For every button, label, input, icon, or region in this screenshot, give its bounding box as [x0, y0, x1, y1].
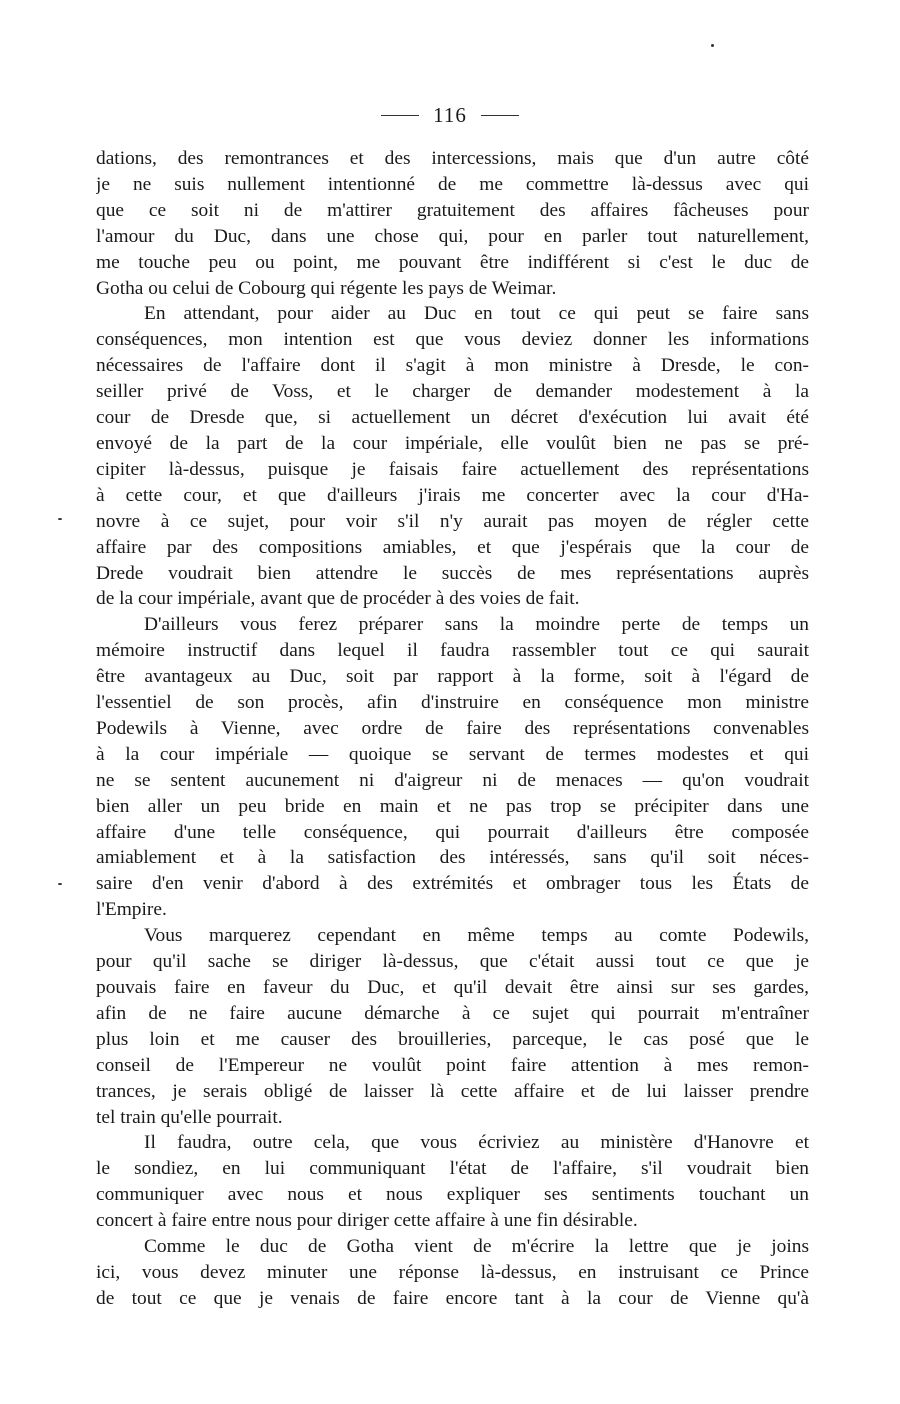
text-line: bien aller un peu bride en main et ne pas trop se précipiter dans une: [96, 795, 809, 817]
text-line: trances, je serais obligé de laisser là cette affaire et de lui laisser prendre: [96, 1080, 809, 1102]
text-line: Vous marquerez cependant en même temps au comte Podewils,: [144, 925, 809, 947]
text-line: mémoire instructif dans lequel il faudra rassembler tout ce qui saurait: [96, 640, 809, 662]
text-line: l'essentiel de son procès, afin d'instruire en conséquence mon ministre: [96, 692, 809, 714]
scan-speck: [58, 883, 62, 885]
text-line: D'ailleurs vous ferez préparer sans la moindre perte de temps un: [144, 614, 809, 636]
text-line: Gotha ou celui de Cobourg qui régente les pays de Weimar.: [96, 277, 557, 299]
text-line: l'Empire.: [96, 899, 167, 921]
text-line: novre à ce sujet, pour voir s'il n'y aurait pas moyen de régler cette: [96, 510, 809, 532]
text-line: nécessaires de l'affaire dont il s'agit à mon ministre à Dresde, le con-: [96, 355, 809, 377]
text-line: En attendant, pour aider au Duc en tout ce qui peut se faire sans: [144, 303, 809, 325]
text-line: envoyé de la part de la cour impériale, elle voulût bien ne pas se pré-: [96, 432, 809, 454]
text-line: cipiter là-dessus, puisque je faisais faire actuellement des représentations: [96, 458, 809, 480]
text-line: dations, des remontrances et des intercessions, mais que d'un autre côté: [96, 148, 809, 169]
text-line: amiablement et à la satisfaction des intéressés, sans qu'il soit néces-: [96, 847, 809, 869]
text-line: cour de Dresde que, si actuellement un décret d'exécution lui avait été: [96, 407, 809, 429]
header-dash-left: [381, 115, 419, 116]
text-line: saire d'en venir d'abord à des extrémités et ombrager tous les États de: [96, 873, 809, 895]
text-line: de tout ce que je venais de faire encore tant à la cour de Vienne qu'à: [96, 1287, 809, 1309]
scan-speck: [711, 44, 714, 47]
text-line: je ne suis nullement intentionné de me commettre là-dessus avec qui: [96, 173, 809, 195]
page-number: 116: [433, 102, 467, 127]
text-line: conséquences, mon intention est que vous deviez donner les informations: [96, 329, 809, 351]
text-line: ne se sentent aucunement ni d'aigreur ni de menaces — qu'on voudrait: [96, 769, 809, 791]
text-line: ici, vous devez minuter une réponse là-dessus, en instruisant ce Prince: [96, 1261, 809, 1283]
text-line: me touche peu ou point, me pouvant être indifférent si c'est le duc de: [96, 251, 809, 273]
text-line: Podewils à Vienne, avec ordre de faire des représentations convenables: [96, 717, 809, 739]
paragraph: [96, 146, 809, 301]
text-line: Drede voudrait bien attendre le succès de mes représentations auprès: [96, 562, 809, 584]
text-line: affaire d'une telle conséquence, qui pourrait d'ailleurs être composée: [96, 821, 809, 843]
scan-speck: [58, 518, 62, 520]
paragraph: [96, 1234, 809, 1312]
text-line: plus loin et me causer des brouilleries, parceque, le cas posé que le: [96, 1028, 809, 1050]
text-line: communiquer avec nous et nous expliquer ses sentiments touchant un: [96, 1184, 809, 1206]
paragraph: [96, 1130, 809, 1234]
text-line: Comme le duc de Gotha vient de m'écrire la lettre que je joins: [144, 1236, 809, 1258]
paragraph: [96, 612, 809, 923]
text-line: l'amour du Duc, dans une chose qui, pour en parler tout naturellement,: [96, 225, 809, 247]
text-line: le sondiez, en lui communiquant l'état de l'affaire, s'il voudrait bien: [96, 1158, 809, 1180]
paragraph: [96, 923, 809, 1130]
page-header: [0, 100, 900, 130]
text-line: être avantageux au Duc, soit par rapport à la forme, soit à l'égard de: [96, 666, 809, 688]
text-line: affaire par des compositions amiables, et que j'espérais que la cour de: [96, 536, 809, 558]
text-line: seiller privé de Voss, et le charger de demander modestement à la: [96, 381, 809, 403]
text-line: que ce soit ni de m'attirer gratuitement des affaires fâcheuses pour: [96, 199, 809, 221]
text-line: tel train qu'elle pourrait.: [96, 1106, 283, 1128]
text-line: pouvais faire en faveur du Duc, et qu'il devait être ainsi sur ses gardes,: [96, 977, 809, 998]
text-line: concert à faire entre nous pour diriger cette affaire à une fin désirable.: [96, 1210, 638, 1232]
text-line: à la cour impériale — quoique se servant de termes modestes et qui: [96, 743, 809, 765]
text-line: pour qu'il sache se diriger là-dessus, que c'était aussi tout ce que je: [96, 951, 809, 973]
text-line: afin de ne faire aucune démarche à ce sujet qui pourrait m'entraîner: [96, 1002, 809, 1024]
text-line: Il faudra, outre cela, que vous écriviez au ministère d'Hanovre et: [144, 1132, 809, 1154]
text-line: à cette cour, et que d'ailleurs j'irais me concerter avec la cour d'Ha-: [96, 484, 809, 506]
header-dash-right: [481, 115, 519, 116]
body-text: [96, 146, 809, 1312]
paragraph: [96, 301, 809, 612]
text-line: conseil de l'Empereur ne voulût point faire attention à mes remon-: [96, 1054, 809, 1076]
text-line: de la cour impériale, avant que de procéder à des voies de fait.: [96, 588, 580, 610]
